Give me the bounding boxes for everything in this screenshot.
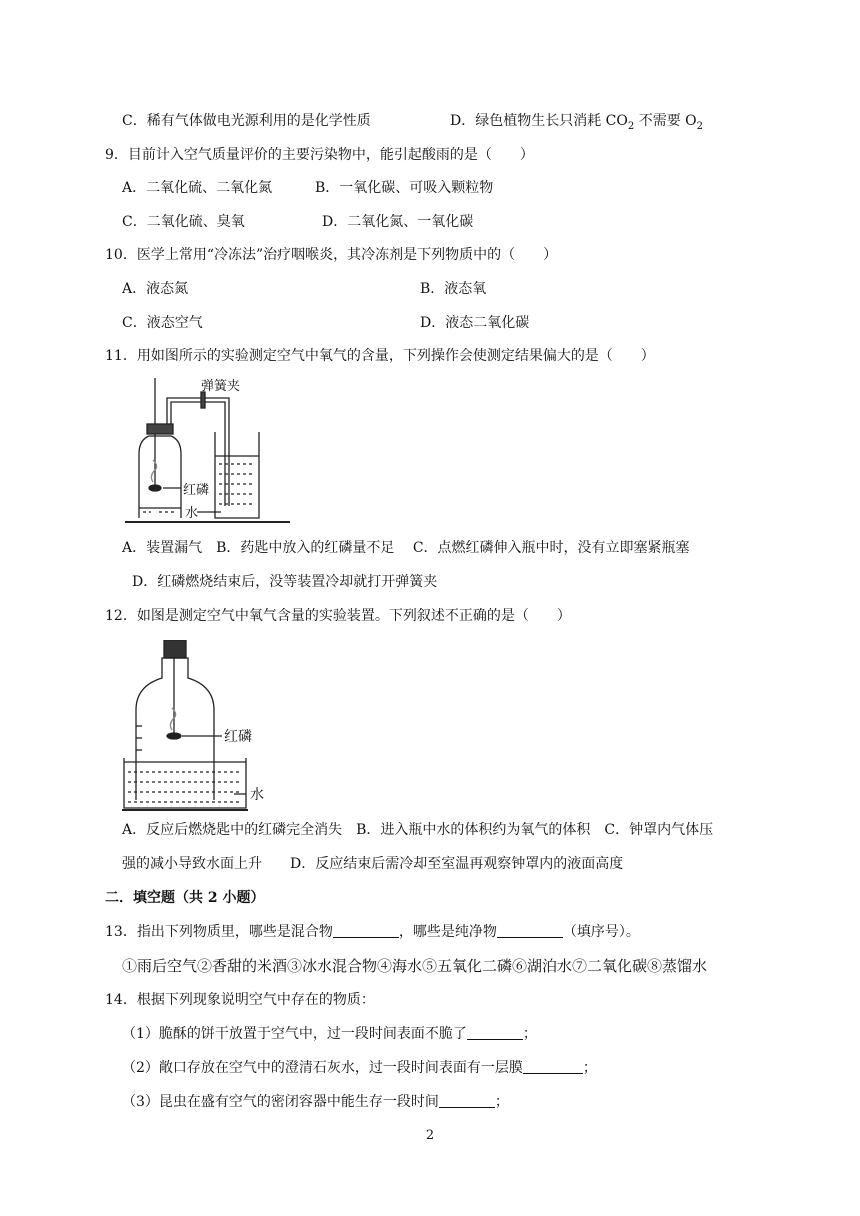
q12-apparatus-figure bbox=[122, 640, 272, 812]
q11-phosphorus-label: 红磷 bbox=[183, 483, 210, 498]
q11-clamp-label: 弹簧夹 bbox=[201, 379, 241, 394]
q13-blank-mixture[interactable] bbox=[333, 923, 399, 938]
q10-option-c: C．液态空气 bbox=[122, 315, 203, 331]
q14-blank-1[interactable] bbox=[467, 1025, 523, 1040]
q13-stem bbox=[105, 922, 640, 942]
q8-option-d-text2: 不需要 O bbox=[634, 113, 697, 129]
q11-options-line2: D．红磷燃烧结束后，没等装置冷却就打开弹簧夹 bbox=[132, 574, 438, 590]
q8-option-d-text: D．绿色植物生长只消耗 CO bbox=[450, 113, 628, 129]
q10-stem: 10．医学上常用“冷冻法”治疗咽喉炎，其冷冻剂是下列物质中的（ ） bbox=[105, 247, 558, 263]
q9-option-a: A．二氧化硫、二氧化氮 bbox=[122, 180, 273, 196]
q10-option-a: A．液态氮 bbox=[122, 281, 189, 297]
q10-option-b: B．液态氧 bbox=[420, 281, 487, 297]
q9-option-c: C．二氧化硫、臭氧 bbox=[122, 214, 245, 230]
q14-sub2-text: （2）敞口存放在空气中的澄清石灰水，过一段时间表面有一层膜 bbox=[122, 1060, 523, 1076]
q9-option-d: D．二氧化氮、一氧化碳 bbox=[322, 214, 474, 230]
q14-sub3-end: ； bbox=[494, 1094, 509, 1110]
q8-option-d bbox=[450, 111, 703, 137]
q10-option-d: D．液态二氧化碳 bbox=[420, 315, 530, 331]
q12-options-line2: 强的减小导致水面上升 D．反应结束后需冷却至室温再观察钟罩内的液面高度 bbox=[122, 856, 624, 872]
q12-water-label: 水 bbox=[250, 787, 264, 803]
q13-stem-part1: 13．指出下列物质里，哪些是混合物 bbox=[105, 924, 333, 940]
q14-blank-3[interactable] bbox=[439, 1093, 495, 1108]
q14-sub1-end: ； bbox=[522, 1026, 537, 1042]
q11-options-line1: A．装置漏气 B．药匙中放入的红磷量不足 C．点燃红磷伸入瓶中时，没有立即塞紧瓶塞 bbox=[122, 540, 690, 556]
q12-stem: 12．如图是测定空气中氧气含量的实验装置。下列叙述不正确的是（ ） bbox=[105, 608, 571, 624]
q13-items: ①雨后空气②香甜的米酒③冰水混合物④海水⑤五氧化二磷⑥湖泊水⑦二氧化碳⑧蒸馏水 bbox=[122, 957, 708, 975]
q11-water-label: 水 bbox=[185, 506, 199, 521]
q13-stem-part2: ，哪些是纯净物 bbox=[398, 924, 497, 940]
q12-phosphorus-label: 红磷 bbox=[224, 729, 252, 745]
q8-subscript2: 2 bbox=[696, 120, 704, 132]
q14-blank-2[interactable] bbox=[523, 1059, 583, 1074]
q8-option-c: C．稀有气体做电光源利用的是化学性质 bbox=[122, 113, 371, 129]
q13-stem-part3: （填序号）。 bbox=[562, 924, 640, 940]
q9-stem: 9．目前计入空气质量评价的主要污染物中，能引起酸雨的是（ ） bbox=[105, 147, 534, 163]
q14-sub1 bbox=[122, 1024, 537, 1044]
q14-sub1-text: （1）脆酥的饼干放置于空气中，过一段时间表面不脆了 bbox=[122, 1026, 467, 1042]
q14-sub2 bbox=[122, 1058, 597, 1078]
q14-stem: 14．根据下列现象说明空气中存在的物质： bbox=[105, 992, 375, 1008]
q14-sub3-text: （3）昆虫在盛有空气的密闭容器中能生存一段时间 bbox=[122, 1094, 439, 1110]
q11-stem: 11．用如图所示的实验测定空气中氧气的含量，下列操作会使测定结果偏大的是（ ） bbox=[105, 348, 655, 364]
q14-sub2-end: ； bbox=[582, 1060, 597, 1076]
q14-sub3 bbox=[122, 1092, 509, 1112]
q11-apparatus-figure bbox=[125, 378, 295, 528]
q8-subscript: 2 bbox=[627, 120, 635, 132]
q9-option-b: B．一氧化碳、可吸入颗粒物 bbox=[315, 180, 494, 196]
section-heading-fill-in: 二．填空题（共 2 小题） bbox=[105, 890, 265, 906]
q13-blank-pure[interactable] bbox=[497, 923, 563, 938]
q12-options-line1: A．反应后燃烧匙中的红磷完全消失 B．进入瓶中水的体积约为氧气的体积 C．钟罩内气体压 bbox=[122, 822, 714, 838]
page-number: 2 bbox=[425, 1128, 435, 1143]
